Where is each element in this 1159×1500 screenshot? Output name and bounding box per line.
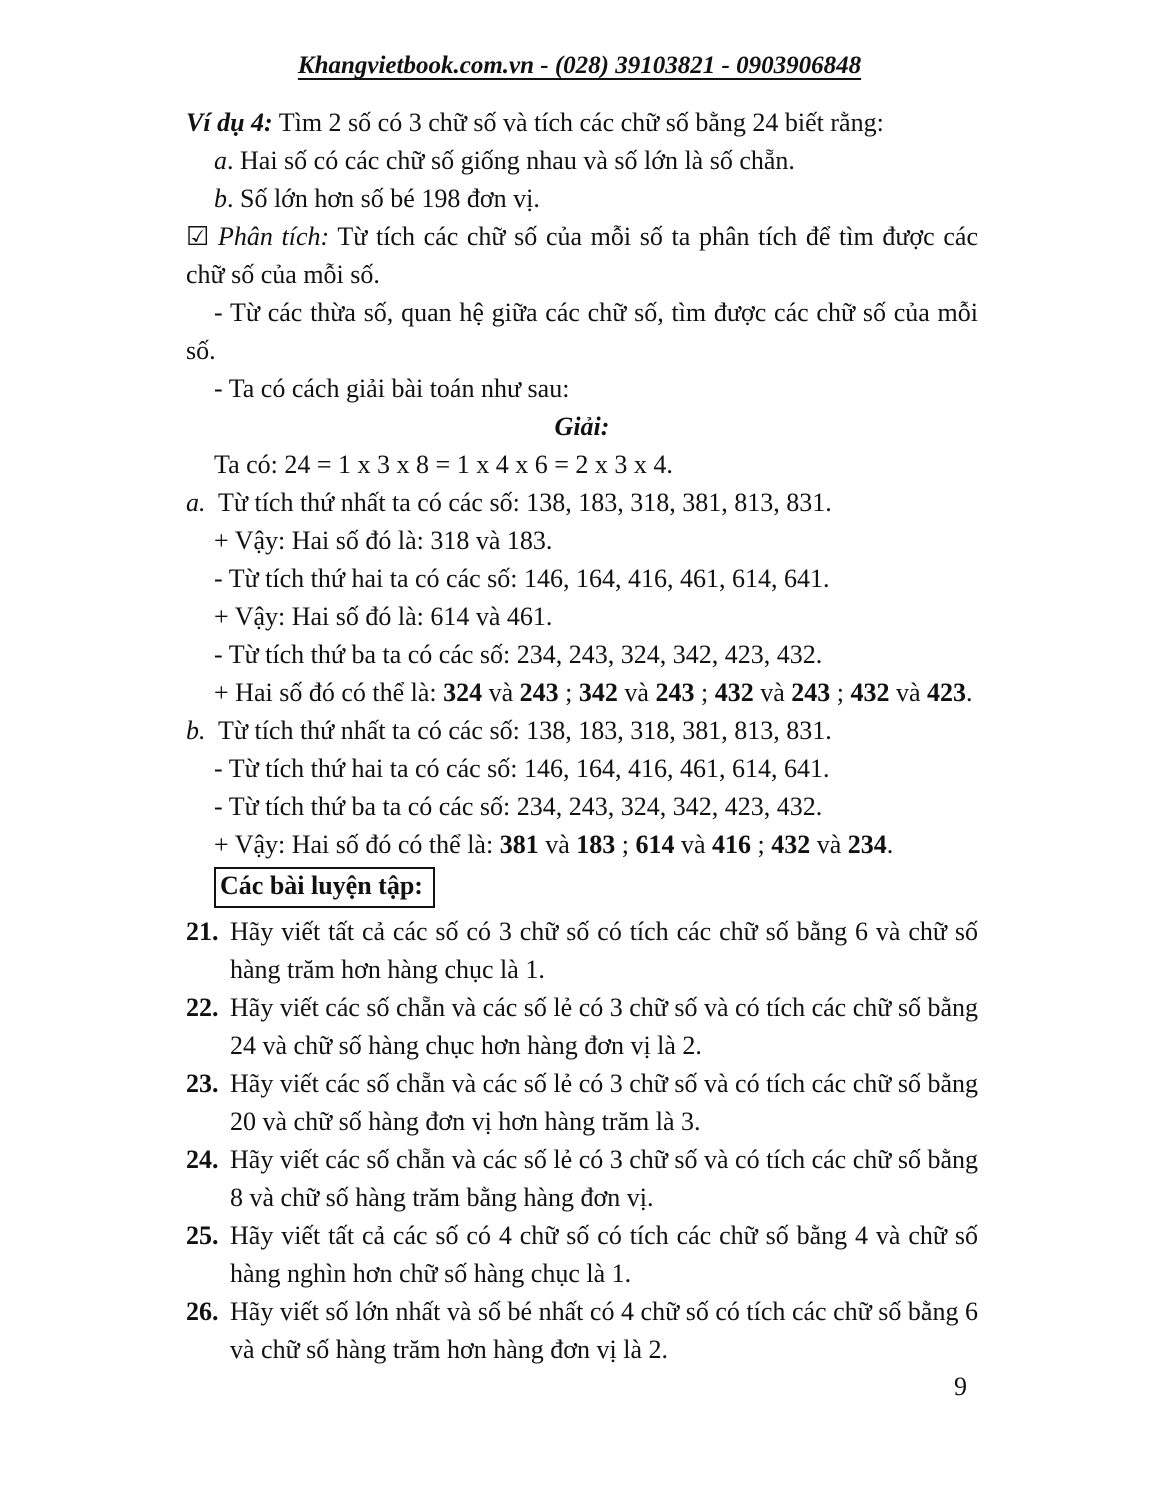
text-segment: 423 <box>927 678 967 707</box>
text-segment: a <box>214 146 227 175</box>
text-segment: 183 <box>576 830 616 859</box>
text-segment: Hãy viết tất cả các số có 4 chữ số có tích các chữ số bằng 4 và chữ số hàng nghìn hơn chữ số hàng chục là 1. <box>230 1221 978 1288</box>
solution-a-line-4 <box>186 598 978 636</box>
text-segment: và <box>889 678 928 707</box>
analysis-paragraph <box>186 218 978 294</box>
text-segment: Giải: <box>554 412 610 441</box>
text-segment: 614 <box>635 830 675 859</box>
solution-a-line-5 <box>186 636 978 674</box>
text-segment: 432 <box>850 678 890 707</box>
text-segment: . <box>886 830 894 859</box>
text-segment: - Từ tích thứ ba ta có các số: 234, 243, 324, 342, 423, 432. <box>214 640 823 669</box>
text-segment: . Hai số có các chữ số giống nhau và số lớn là số chẵn. <box>227 146 795 175</box>
practice-section-heading <box>186 867 978 908</box>
text-segment: và <box>753 678 792 707</box>
checkbox-icon: ☑ <box>186 222 218 251</box>
solution-factorization <box>186 446 978 484</box>
text-segment: 432 <box>714 678 754 707</box>
text-segment: Hãy viết các số chẵn và các số lẻ có 3 chữ số và có tích các chữ số bằng 20 và chữ số hàng đơn vị hơn hàng trăm là 3. <box>230 1069 978 1136</box>
solution-b-line-4 <box>186 826 978 864</box>
solution-a-line-1 <box>186 484 978 522</box>
text-segment: 243 <box>519 678 559 707</box>
text-segment: - Ta có cách giải bài toán như sau: <box>214 374 570 403</box>
text-segment: 432 <box>771 830 811 859</box>
page-header <box>0 52 1159 80</box>
text-segment: và <box>810 830 848 859</box>
text-segment: 23. <box>186 1069 219 1098</box>
text-segment: 381 <box>499 830 539 859</box>
text-segment: ; <box>830 678 851 707</box>
example-4-condition-b <box>186 180 978 218</box>
text-segment: 25. <box>186 1221 219 1250</box>
text-segment: . <box>966 678 973 707</box>
text-segment: 243 <box>791 678 831 707</box>
text-segment: a. <box>186 488 206 517</box>
page-number: 9 <box>954 1372 967 1401</box>
text-segment: + Vậy: Hai số đó là: 318 và 183. <box>214 526 553 555</box>
text-segment: Hãy viết các số chẵn và các số lẻ có 3 chữ số và có tích các chữ số bằng 8 và chữ số hàng trăm bằng hàng đơn vị. <box>230 1145 978 1212</box>
text-segment: Từ tích thứ nhất ta có các số: 138, 183, 318, 381, 813, 831. <box>218 716 832 745</box>
text-segment: Ta có: 24 = 1 x 3 x 8 = 1 x 4 x 6 = 2 x 3 x 4. <box>214 450 673 479</box>
text-segment: và <box>538 830 577 859</box>
solution-b-line-2 <box>186 750 978 788</box>
solution-b-line-1 <box>186 712 978 750</box>
text-segment: 24. <box>186 1145 219 1174</box>
text-segment: Từ tích thứ nhất ta có các số: 138, 183, 318, 381, 813, 831. <box>218 488 832 517</box>
text-segment: ; <box>694 678 715 707</box>
text-segment: và <box>617 678 656 707</box>
text-segment: b. <box>186 716 206 745</box>
solution-heading <box>186 408 978 446</box>
text-segment: b <box>214 184 227 213</box>
text-segment: . Số lớn hơn số bé 198 đơn vị. <box>227 184 540 213</box>
text-segment: Ví dụ 4: <box>186 108 273 137</box>
text-segment: 21. <box>186 917 219 946</box>
text-segment: - Từ tích thứ ba ta có các số: 234, 243, 324, 342, 423, 432. <box>214 792 823 821</box>
solution-a-line-3 <box>186 560 978 598</box>
exercise-24 <box>186 1141 978 1217</box>
text-segment: và <box>674 830 713 859</box>
text-segment: Tìm 2 số có 3 chữ số và tích các chữ số bằng 24 biết rằng: <box>272 108 884 137</box>
text-segment: 234 <box>847 830 887 859</box>
exercise-22 <box>186 989 978 1065</box>
text-segment: Từ tích các chữ số của mỗi số ta phân tích để tìm được các chữ số của mỗi số. <box>186 222 978 289</box>
text-segment: 416 <box>712 830 752 859</box>
text-segment: và <box>482 678 520 707</box>
text-segment: ; <box>558 678 579 707</box>
exercise-23 <box>186 1065 978 1141</box>
text-segment: Các bài luyện tập: <box>220 871 423 900</box>
example-4-title <box>186 104 978 142</box>
exercise-26 <box>186 1293 978 1369</box>
text-segment: Phân tích: <box>217 222 330 251</box>
header-text: Khangvietbook.com.vn - (028) 39103821 - 0903906848 <box>297 52 862 79</box>
text-segment: ; <box>615 830 636 859</box>
analysis-note-1 <box>186 294 978 370</box>
text-segment: + Hai số đó có thể là: <box>214 678 444 707</box>
text-segment: - Từ các thừa số, quan hệ giữa các chữ số, tìm được các chữ số của mỗi số. <box>186 298 978 365</box>
solution-a-line-6 <box>186 674 978 712</box>
exercise-25 <box>186 1217 978 1293</box>
text-segment: + Vậy: Hai số đó có thể là: <box>214 830 500 859</box>
text-segment: ; <box>751 830 772 859</box>
text-segment: 243 <box>655 678 695 707</box>
text-segment: Hãy viết tất cả các số có 3 chữ số có tích các chữ số bằng 6 và chữ số hàng trăm hơn hàng chục là 1. <box>230 917 978 984</box>
example-4-condition-a <box>186 142 978 180</box>
analysis-note-2 <box>186 370 978 408</box>
solution-a-line-2 <box>186 522 978 560</box>
text-segment: - Từ tích thứ hai ta có các số: 146, 164, 416, 461, 614, 641. <box>214 564 830 593</box>
practice-heading-box <box>214 867 435 908</box>
text-segment: - Từ tích thứ hai ta có các số: 146, 164, 416, 461, 614, 641. <box>214 754 830 783</box>
text-segment: + Vậy: Hai số đó là: 614 và 461. <box>214 602 553 631</box>
text-segment: 22. <box>186 993 219 1022</box>
text-segment: Hãy viết số lớn nhất và số bé nhất có 4 chữ số có tích các chữ số bằng 6 và chữ số hàng trăm hơn hàng đơn vị là 2. <box>230 1297 978 1364</box>
text-segment: 26. <box>186 1297 219 1326</box>
text-segment: 342 <box>578 678 618 707</box>
text-segment: 324 <box>443 678 483 707</box>
document-body <box>186 104 978 1369</box>
text-segment: Hãy viết các số chẵn và các số lẻ có 3 chữ số và có tích các chữ số bằng 24 và chữ số hàng chục hơn hàng đơn vị là 2. <box>230 993 978 1060</box>
solution-b-line-3 <box>186 788 978 826</box>
exercise-21 <box>186 913 978 989</box>
